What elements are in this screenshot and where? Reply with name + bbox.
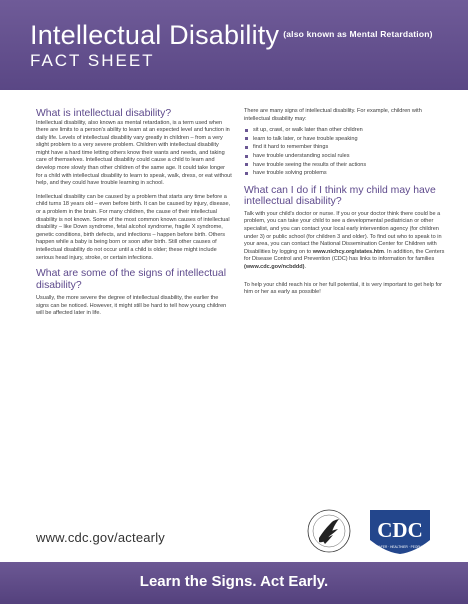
section-heading-what-can-i-do: What can I do if I think my child may have intellectual disability? [244,184,436,208]
link-nichcy[interactable]: www.nichcy.org/states.htm [312,248,384,255]
paragraph-definition: Intellectual disability, also known as mental retardation, is a term used when there are limits to a person's ability to learn at an expected level and function in daily life. Levels of intellectual disability vary greatly in children – from a very slight problem to a very severe problem. Children with intellectual disability might have a hard time letting others know their wants and needs, and taking care of themselves. Intellectual disability could cause a child to learn and develop more slowly than other children of the same age. It could take longer for a child with intellectual disability to learn to speak, walk, dress, or eat without help, and they could have trouble learning in school. [36,119,232,187]
section-heading-signs: What are some of the signs of intellectual disability? [36,268,227,291]
list-item: have trouble seeing the results of their actions [244,161,448,170]
list-item: have trouble solving problems [244,169,448,178]
page-title [30,20,433,51]
left-column [36,108,232,318]
act-early-url[interactable]: www.cdc.gov/actearly [36,530,165,545]
footer-banner [0,562,468,604]
paragraph-severity: Usually, the more severe the degree of intellectual disability, the earlier the signs can be noticed. However, it might still be hard to tell how young children will be affected later in life. [36,295,227,317]
cdc-letters: CDC [377,518,423,542]
paragraph-what-to-do: Talk with your child's doctor or nurse. If you or your doctor think there could be a problem, you can take your child to see a developmental pediatrician or other specialist, and you can contact your local early intervention agency (for children under 3) or public school (for children 3 and older). To find out who to speak to in your area, you can contact the National Dissemination Center for Children with Disabilities by logging on to www.nichcy.org/states.htm. In addition, the Centers for Disease Control and Prevention (CDC) has links to information for families (www.cdc.gov/ncbddd). [244,210,445,270]
paragraph-closing: To help your child reach his or her full potential, it is very important to get help for him or her as early as possible! [244,281,442,296]
paragraph-signs-intro: There are many signs of intellectual disability. For example, children with intellectual disability may: [244,108,422,122]
list-item: find it hard to remember things [244,143,448,152]
hhs-eagle-logo [306,508,352,554]
cdc-tagline: SAFER · HEALTHIER · PEOPLE [376,545,424,549]
list-item: have trouble understanding social rules [244,152,448,161]
list-item: sit up, crawl, or walk later than other children [244,126,448,135]
paragraph-causes: Intellectual disability can be caused by a problem that starts any time before a child turns 18 years old – even before birth. It can be caused by injury, disease, or a problem in the brain. For many children, the cause of their intellectual disability is not known. Some of the most common known causes of intellectual disability – like Down syndrome, fetal alcohol syndrome, fragile X syndrome, genetic conditions, birth defects, and infections – happen before birth. Others happen while a baby is being born or soon after birth. Still other causes of intellectual disability do not occur until a child is older; these might include serious head injury, stroke, or certain infections. [36,193,231,261]
footer-tagline: Learn the Signs. Act Early. [139,573,329,590]
page-subtitle: FACT SHEET [30,51,155,70]
title-note: (also known as Mental Retardation) [283,29,433,39]
section-heading-what-is: What is intellectual disability? [36,108,172,119]
title-text: Intellectual Disability [30,20,280,50]
list-item: learn to talk later, or have trouble speaking [244,135,448,144]
right-column [244,108,448,297]
link-cdc-ncbddd[interactable]: (www.cdc.gov/ncbddd) [244,263,305,270]
header-banner [0,0,468,90]
cdc-logo [368,506,432,556]
signs-list [244,126,448,178]
